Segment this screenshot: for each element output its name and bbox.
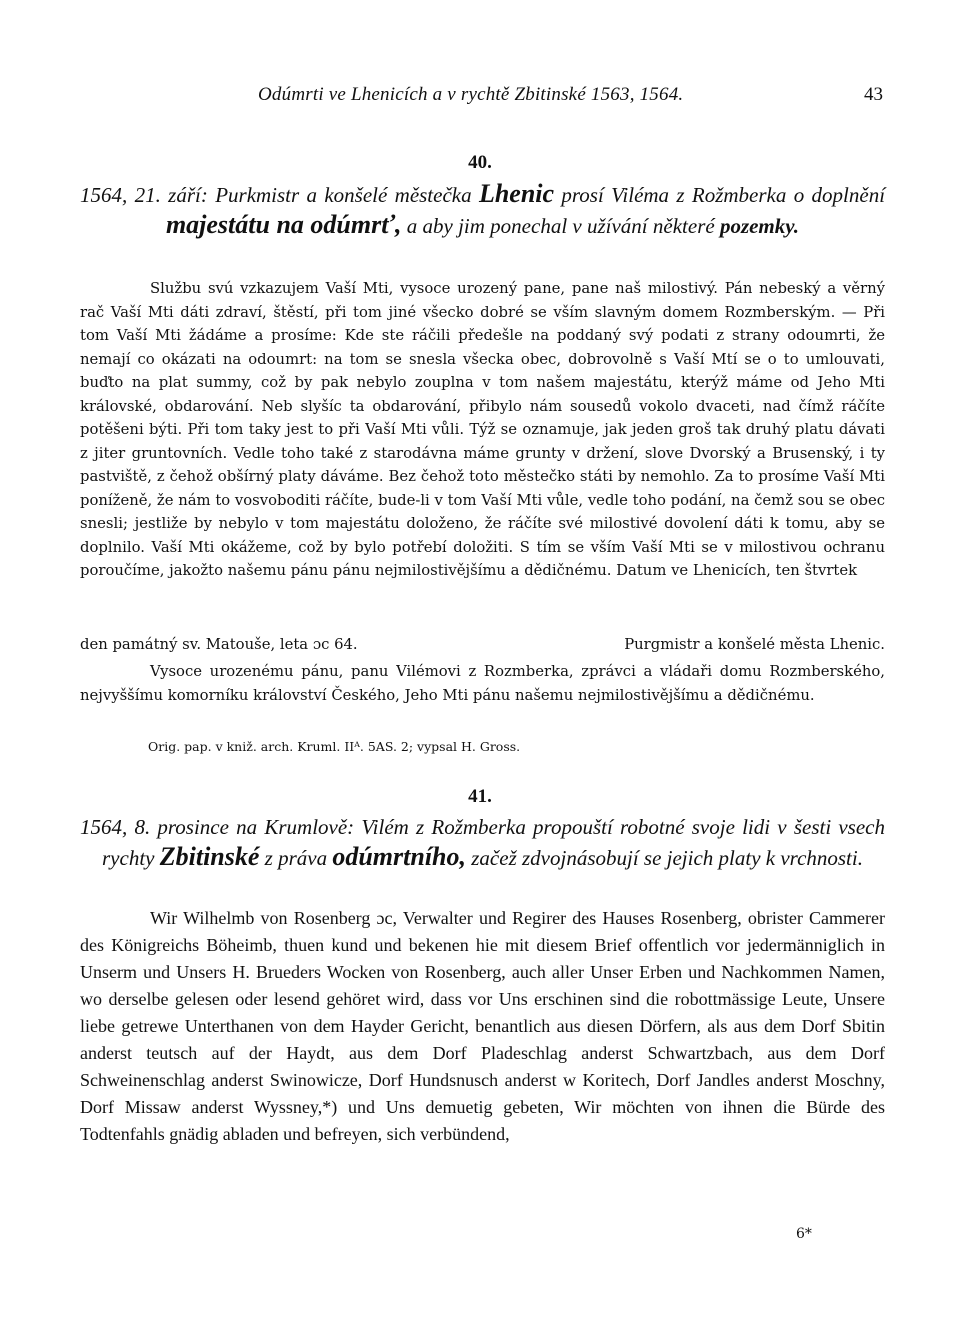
closing-signatories: Purgmistr a konšelé města Lhenic. (624, 636, 885, 653)
document-number-41: 41. (468, 786, 492, 807)
document-number-40: 40. (468, 152, 492, 173)
heading-place: Zbitinské (159, 842, 260, 871)
running-head (0, 84, 960, 110)
document-40-body: Službu svú vzkazujem Vaší Mti, vysoce urozený pane, pane naš milostivý. Pán nebeský a věrný rač Vaší Mti dáti zdraví, štěstí, při tom jiné všecko dobré se vším slavným domem Rozmberským. — Při tom Vaší Mti žádáme a prosíme: Kde ste ráčili předešle na poddaný svý podati z strany odoumrti, že nemají co okázati na odoumrt: na tom se snesla všecka obec, dobrovolně s Vaší Mtí se o to umlouvati, buďto na plat summy, což by pak nebylo zouplna v tom našem majestátu, kterýž máme od Jeho Mti královské, obdarování. Neb slyšíc ta obdarování, přibylo nám sousedů vokolo dvaceti, nad čímž ráčíte potěšeni býti. Při tom taky jest to při Vaší Mti vůli. Týž se oznamuje, jak jeden groš tak druhý platu dávati z jiter gruntovních. Vedle toho také z starodávna máme grunty v držení, slove Dvorský a Brusenský, i ty pastviště, z čehož obšírný platy dáváme. Bez čehož toto městečko státi by nemohlo. Za to prosíme Vaší Mti poníženě, že nám to vosvoboditi ráčíte, bude-li v tom Vaší Mti vůle, vedle toho podání, na čemž sou se obec snesli; jestliže by nebylo v tom majestátu doloženo, že ráčíte své milostivé dovolení dáti k tomu, aby se doplnilo. Vaší Mti okážeme, což by bylo potřebí doložiti. S tím se vším Vaší Mti se v milostivou ochranu poroučíme, jakožto našemu pánu pánu nejmilostivějšímu a dědičnému. Datum ve Lhenicích, ten štvrtek (80, 280, 885, 579)
document-40-heading (80, 179, 885, 241)
heading-date: 1564, 21. září: (80, 183, 208, 207)
document-40-address: Vysoce urozenému pánu, panu Vilémovi z Rozmberka, zprávci a vládaři domu Rozmberského, nejvyššímu komorníku království Českého, Jeho Mti pánu našemu nejmilostivějšímu a dědičnému. (80, 663, 885, 704)
heading-text: a aby jim ponechal v užívání některé (406, 214, 715, 238)
heading-text: z práva (264, 846, 328, 870)
document-41-heading (80, 813, 885, 873)
heading-text: Purkmistr a konšelé městečka (215, 183, 472, 207)
heading-text: začež zdvojnásobují se jejich platy k vrchnosti. (471, 846, 863, 870)
heading-date: 1564, 8. prosince na Krumlově: (80, 815, 355, 839)
document-41-body: Wir Wilhelmb von Rosenberg ɔc, Verwalter und Regirer des Hauses Rosenberg, obrister Cammerer des Königreichs Böheimb, thuen kund und bekenen hie mit diesem Brief offentlich vor jedermänniglich in Unserm und Unsers H. Brueders Wocken von Rosenberg, auch aller Unser Erben und Nachkommen Namen, wo derselbe gelesen oder lesend gehöret wird, dass vor Uns erschinen sind die robottmässige Leute, Unsere liebe getrewe Unterthanen von dem Hayder Gericht, benantlich aus diesen Dörfern, als aus dem Dorf Sbitin anderst teutsch auf der Haydt, aus dem Dorf Pladeschlag anderst Schwartzbach, aus dem Dorf Schweinenschlag anderst Swinowicze, Dorf Hundsnusch anderst w Koritech, Dorf Jandles anderst Moschny, Dorf Missaw anderst Wyssney,*) und Uns demuetig gebeten, Wir möchten von ihnen die Bürde des Todtenfahls gnädig abladen und befreyen, sich verbündend, (80, 908, 885, 1144)
source-note: Orig. pap. v kniž. arch. Kruml. IIᴬ. 5AS. 2; vypsal H. Gross. (148, 739, 521, 754)
heading-text: pozemky. (719, 214, 800, 238)
heading-topic: odúmrtního, (332, 842, 466, 871)
signature-mark: 6* (796, 1226, 812, 1242)
document-40-closing (80, 633, 885, 657)
heading-text: Vilém z Rožmberka propouští robotné svoje lidi v šesti vsech rychty (102, 815, 885, 870)
running-title: Odúmrti ve Lhenicích a v rychtě Zbitinské 1563, 1564. (258, 84, 684, 105)
page-number: 43 (864, 84, 883, 105)
closing-date: den památný sv. Matouše, leta ɔc 64. (80, 636, 358, 653)
heading-topic: majestátu na odúmrť, (165, 210, 402, 239)
heading-text: prosí Viléma z Rožmberka o doplnění (561, 183, 886, 207)
heading-place: Lhenic (478, 179, 555, 208)
